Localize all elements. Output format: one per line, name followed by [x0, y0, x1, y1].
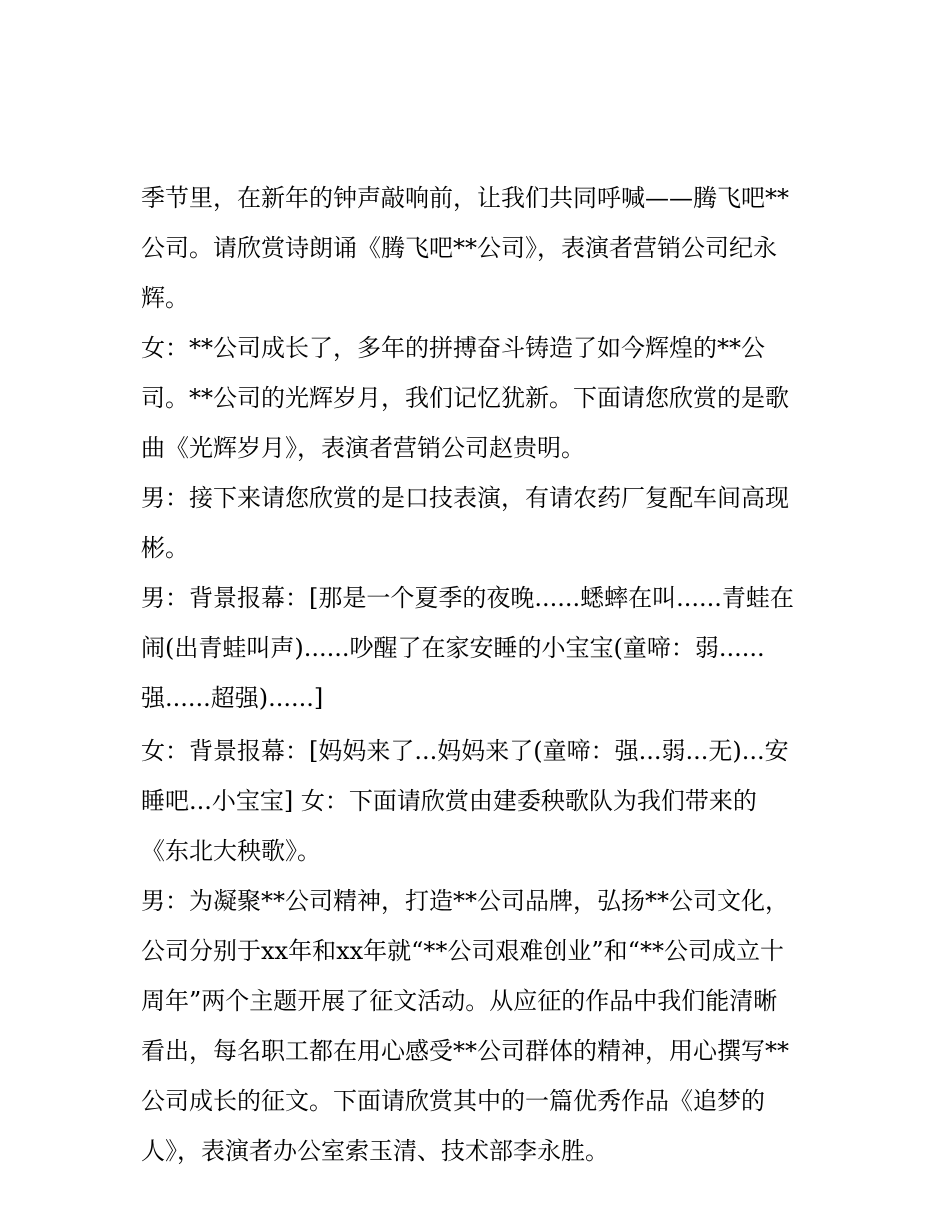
text-line: 公司分别于xx年和xx年就“**公司艰难创业”和“**公司成立十 — [141, 937, 784, 965]
text-line: 看出，每名职工都在用心感受**公司群体的精神，用心撰写** — [141, 1037, 789, 1065]
text-line: 周年”两个主题开展了征文活动。从应征的作品中我们能清晰 — [141, 987, 778, 1015]
text-line: 男：背景报幕：[那是一个夏季的夜晚......蟋蟀在叫......青蛙在 — [141, 584, 794, 612]
text-line: 公司。请欣赏诗朗诵《腾飞吧**公司》，表演者营销公司纪永 — [141, 234, 777, 262]
text-line: 司。**公司的光辉岁月，我们记忆犹新。下面请您欣赏的是歌 — [141, 384, 789, 412]
text-line: 季节里，在新年的钟声敲响前，让我们共同呼喊——腾飞吧** — [141, 184, 789, 212]
text-line: 人》，表演者办公室索玉清、技术部李永胜。 — [141, 1137, 609, 1165]
text-line: 闹(出青蛙叫声)......吵醒了在家安睡的小宝宝(童啼：弱...... — [141, 634, 765, 662]
text-line: 辉。 — [141, 284, 189, 312]
text-line: 女：**公司成长了，多年的拼搏奋斗铸造了如今辉煌的**公 — [141, 334, 765, 362]
text-line: 彬。 — [141, 534, 189, 562]
text-line: 强......超强)......] — [141, 684, 324, 712]
text-line: 《东北大秧歌》。 — [141, 837, 321, 865]
text-line: 公司成长的征文。下面请欣赏其中的一篇优秀作品《追梦的 — [141, 1087, 765, 1115]
text-line: 曲《光辉岁月》，表演者营销公司赵贵明。 — [141, 434, 585, 462]
text-line: 男：接下来请您欣赏的是口技表演，有请农药厂复配车间高现 — [141, 484, 789, 512]
text-line: 女：背景报幕：[妈妈来了...妈妈来了(童啼：强...弱...无)...安 — [141, 737, 789, 765]
text-line: 睡吧...小宝宝] 女：下面请欣赏由建委秧歌队为我们带来的 — [141, 787, 757, 815]
text-line: 男：为凝聚**公司精神，打造**公司品牌，弘扬**公司文化， — [141, 887, 789, 915]
